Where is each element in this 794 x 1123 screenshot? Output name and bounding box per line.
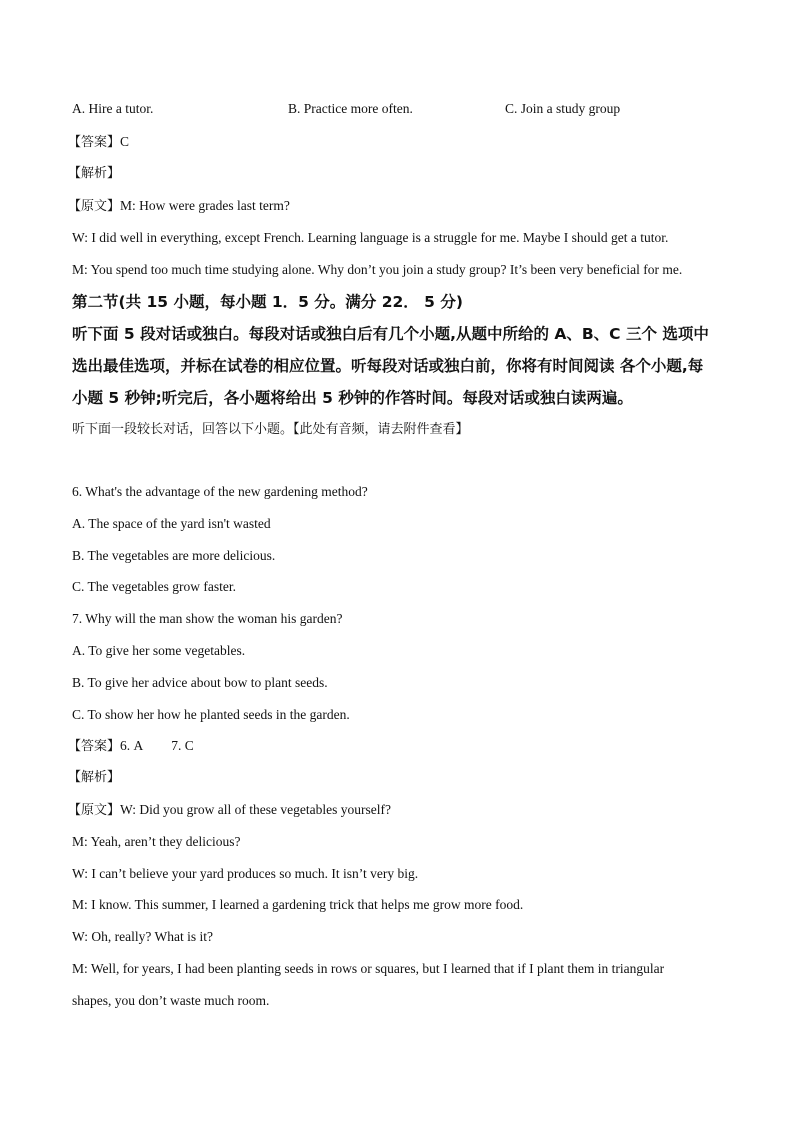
question-6-stem: 6. What's the advantage of the new gardening method? bbox=[72, 484, 368, 499]
audio-note: 听下面一段较长对话，回答以下小题。【此处有音频，请去附件查看】 bbox=[72, 422, 469, 437]
dialog-line: M: Well, for years, I had been planting seeds in rows or squares, but I learned that if I plant them in triangular bbox=[72, 961, 665, 976]
dialog-line: M: I know. This summer, I learned a gardening trick that helps me grow more food. bbox=[72, 897, 524, 912]
analysis-1-tag: 【解析】 bbox=[68, 166, 121, 181]
question-7-stem: 7. Why will the man show the woman his garden? bbox=[72, 611, 343, 626]
analysis-2-tag: 【解析】 bbox=[68, 770, 121, 785]
dialog-line: W: I did well in everything, except French. Learning language is a struggle for me. Maybe I should get a tutor. bbox=[72, 230, 669, 245]
question-7-option: C. To show her how he planted seeds in the garden. bbox=[72, 707, 350, 722]
answer-tag: 【答案】 bbox=[68, 135, 121, 150]
question-6-option: B. The vegetables are more delicious. bbox=[72, 548, 276, 563]
answer-tag: 【答案】 bbox=[68, 739, 121, 754]
dialog-line: M: How were grades last term? bbox=[120, 198, 290, 213]
question-6-option: C. The vegetables grow faster. bbox=[72, 579, 236, 594]
original-1-line bbox=[68, 197, 290, 216]
section-2-instruction: 听下面 5 段对话或独白。每段对话或独白后有几个小题,从题中所给的 A、B、C 三个 选项中 bbox=[72, 325, 709, 343]
original-2-line bbox=[68, 801, 391, 820]
q5-option-b: B. Practice more often. bbox=[288, 101, 413, 116]
dialog-line: W: I can’t believe your yard produces so much. It isn’t very big. bbox=[72, 866, 419, 881]
question-7-option: A. To give her some vegetables. bbox=[72, 643, 246, 658]
answer-1-line bbox=[68, 133, 129, 152]
answer-value: 7. C bbox=[171, 738, 194, 753]
section-2-instruction: 选出最佳选项，并标在试卷的相应位置。听每段对话或独白前，你将有时间阅读 各个小题,每 bbox=[72, 357, 704, 375]
question-7-option: B. To give her advice about bow to plant seeds. bbox=[72, 675, 328, 690]
section-2-instruction: 小题 5 秒钟;听完后，各小题将给出 5 秒钟的作答时间。每段对话或独白读两遍。 bbox=[72, 389, 633, 407]
question-6-option: A. The space of the yard isn't wasted bbox=[72, 516, 271, 531]
q5-option-a: A. Hire a tutor. bbox=[72, 101, 154, 116]
q5-option-c: C. Join a study group bbox=[505, 101, 621, 116]
dialog-line: W: Did you grow all of these vegetables yourself? bbox=[120, 802, 391, 817]
dialog-line: W: Oh, really? What is it? bbox=[72, 929, 213, 944]
dialog-line: M: Yeah, aren’t they delicious? bbox=[72, 834, 241, 849]
dialog-line: shapes, you don’t waste much room. bbox=[72, 993, 270, 1008]
answer-value: C bbox=[120, 134, 130, 149]
original-tag: 【原文】 bbox=[68, 803, 121, 818]
answer-value: 6. A bbox=[120, 738, 144, 753]
dialog-line: M: You spend too much time studying alone. Why don’t you join a study group? It’s been very beneficial for me. bbox=[72, 262, 683, 277]
answer-2-line bbox=[68, 737, 194, 756]
original-tag: 【原文】 bbox=[68, 199, 121, 214]
section-2-title: 第二节(共 15 小题，每小题 1．5 分。满分 22． 5 分) bbox=[72, 293, 463, 311]
